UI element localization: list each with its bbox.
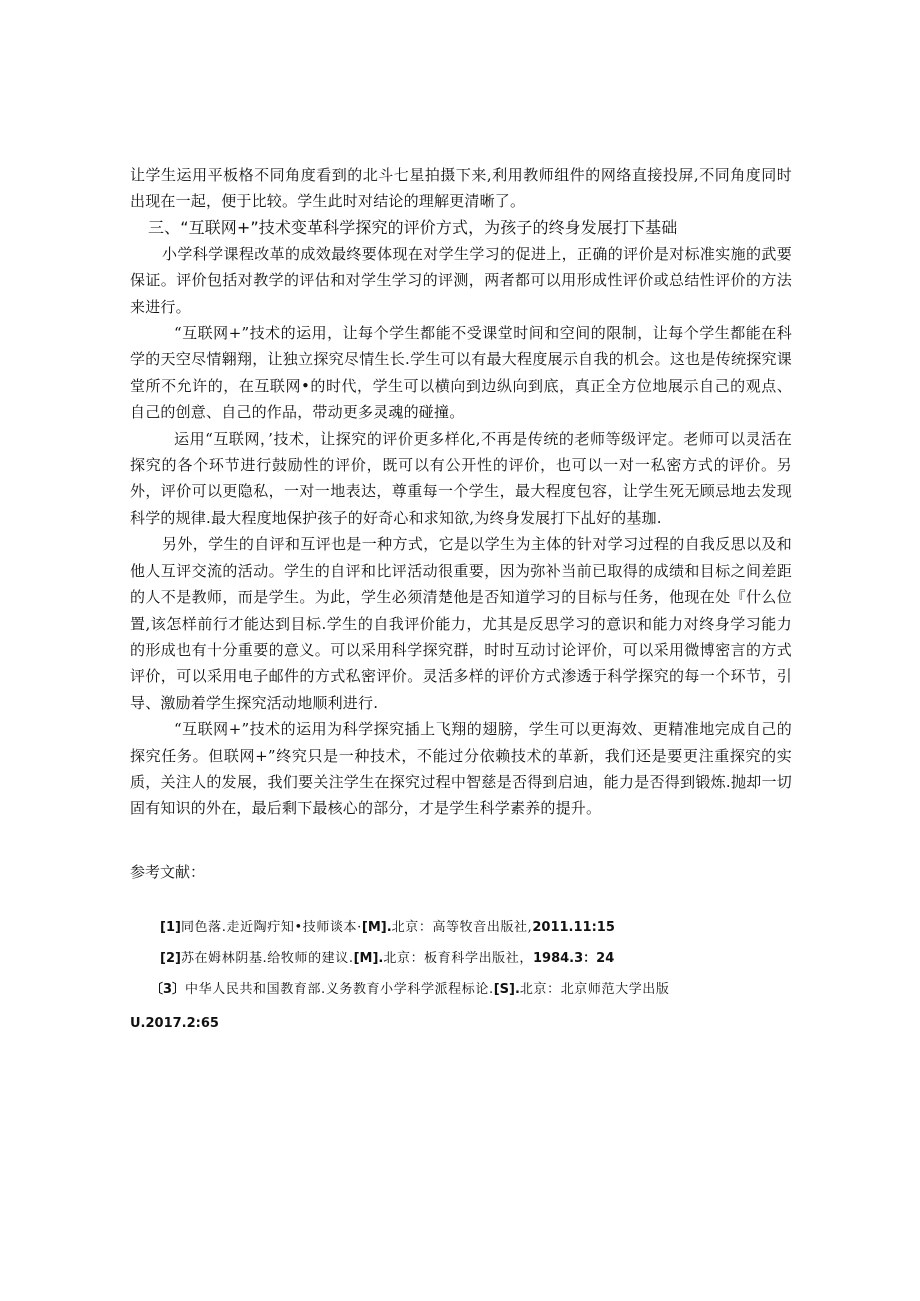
reference-text: 同色落.走近陶疔知•技师谈本· bbox=[180, 920, 362, 935]
reference-tag: [M]. bbox=[361, 920, 392, 935]
reference-date: U.2017.2:65 bbox=[130, 1016, 219, 1031]
reference-item-continuation bbox=[130, 1014, 219, 1034]
paragraph-5: “互联网+”技术的运用为科学探究插上飞翔的翅膀，学生可以更海效、更精准地完成自己的探究任务。但联网+”终究只是一种技术，不能过分依赖技术的革新，我们还是要更注重探究的实质，关注人的发展，我们要关注学生在探究过程中智慈是否得到启迪，能力是否得到锻炼.抛却一切固有知识的外在，最后剩下最核心的部分，才是学生科学素养的提升。 bbox=[130, 720, 792, 818]
document-body bbox=[130, 162, 792, 822]
reference-number: [1] bbox=[160, 920, 181, 935]
reference-number: 〔3〕 bbox=[150, 982, 186, 997]
reference-date: 1984.3：24 bbox=[532, 951, 615, 966]
reference-publisher: 北京：高等牧音出版社, bbox=[391, 920, 533, 935]
reference-text: 苏在姆林阴基.给牧师的建议. bbox=[180, 951, 354, 966]
references-title: 参考文献： bbox=[130, 863, 206, 881]
reference-item bbox=[160, 918, 615, 938]
reference-item bbox=[150, 980, 670, 1000]
reference-date: 2011.11:15 bbox=[532, 920, 615, 935]
reference-publisher: 北京：北京师范大学出版 bbox=[519, 982, 670, 997]
intro-paragraph: 让学生运用平板格不同角度看到的北斗七星拍摄下来,利用教师组件的网络直接投屏,不同角度同时出现在一起，便于比较。学生此时对结论的理解更清晰了。 bbox=[130, 166, 792, 211]
paragraph-4: 另外，学生的自评和互评也是一种方式，它是以学生为主体的针对学习过程的自我反思以及和他人互评交流的活动。学生的自评和比评活动很重要，因为弥补当前已取得的成绩和目标之间差距的人不是教师，而是学生。为此，学生必须清楚他是否知道学习的目标与任务，他现在处『什么位置,该怎样前行才能达到目标.学生的自我评价能力，尤其是反思学习的意识和能力对终身学习能力的形成也有十分重要的意义。可以采用科学探究群，时时互动讨论评价，可以采用微博密言的方式评价，可以采用电子邮件的方式私密评价。灵活多样的评价方式渗透于科学探究的每一个环节，引导、激励着学生探究活动地顺利进行. bbox=[130, 535, 792, 712]
reference-tag: [M]. bbox=[353, 951, 384, 966]
section-heading: 三、“互联网+”技术变革科学探究的评价方式，为孩子的终身发展打下基础 bbox=[148, 217, 678, 237]
paragraph-2: “互联网+”技术的运用，让每个学生都能不受课堂时间和空间的限制，让每个学生都能在科学的天空尽情翱翔，让独立探究尽情生长.学生可以有最大程度展示自我的机会。这也是传统探究课堂所不允许的，在互联网•的时代，学生可以横向到边纵向到底，真正全方位地展示自己的观点、自己的创意、自己的作品，带动更多灵魂的碰撞。 bbox=[130, 324, 792, 422]
reference-text: 中华人民共和国教育部.义务教育小学科学派程标论. bbox=[185, 982, 494, 997]
reference-number: [2] bbox=[160, 951, 181, 966]
paragraph-1: 小学科学课程改革的成效最终要体现在对学生学习的促进上，正确的评价是对标准实施的武要保证。评价包括对教学的评估和对学生学习的评测，两者都可以用形成性评价或总结性评价的方法来进行。 bbox=[130, 244, 792, 316]
reference-item bbox=[160, 949, 614, 969]
paragraph-3: 运用“互联网，’技术，让探究的评价更多样化,不再是传统的老师等级评定。老师可以灵活在探究的各个环节进行鼓励性的评价，既可以有公开性的评价，也可以一对一私密方式的评价。另外，评价可以更隐私，一对一地表达，尊重每一个学生，最大程度包容，让学生死无顾忌地去发现科学的规律.最大程度地保护孩子的好奇心和求知欲,为终身发展打下乩好的基珈. bbox=[130, 429, 792, 527]
reference-publisher: 北京：板育科学出版社， bbox=[383, 951, 533, 966]
reference-tag: [S]. bbox=[493, 982, 520, 997]
